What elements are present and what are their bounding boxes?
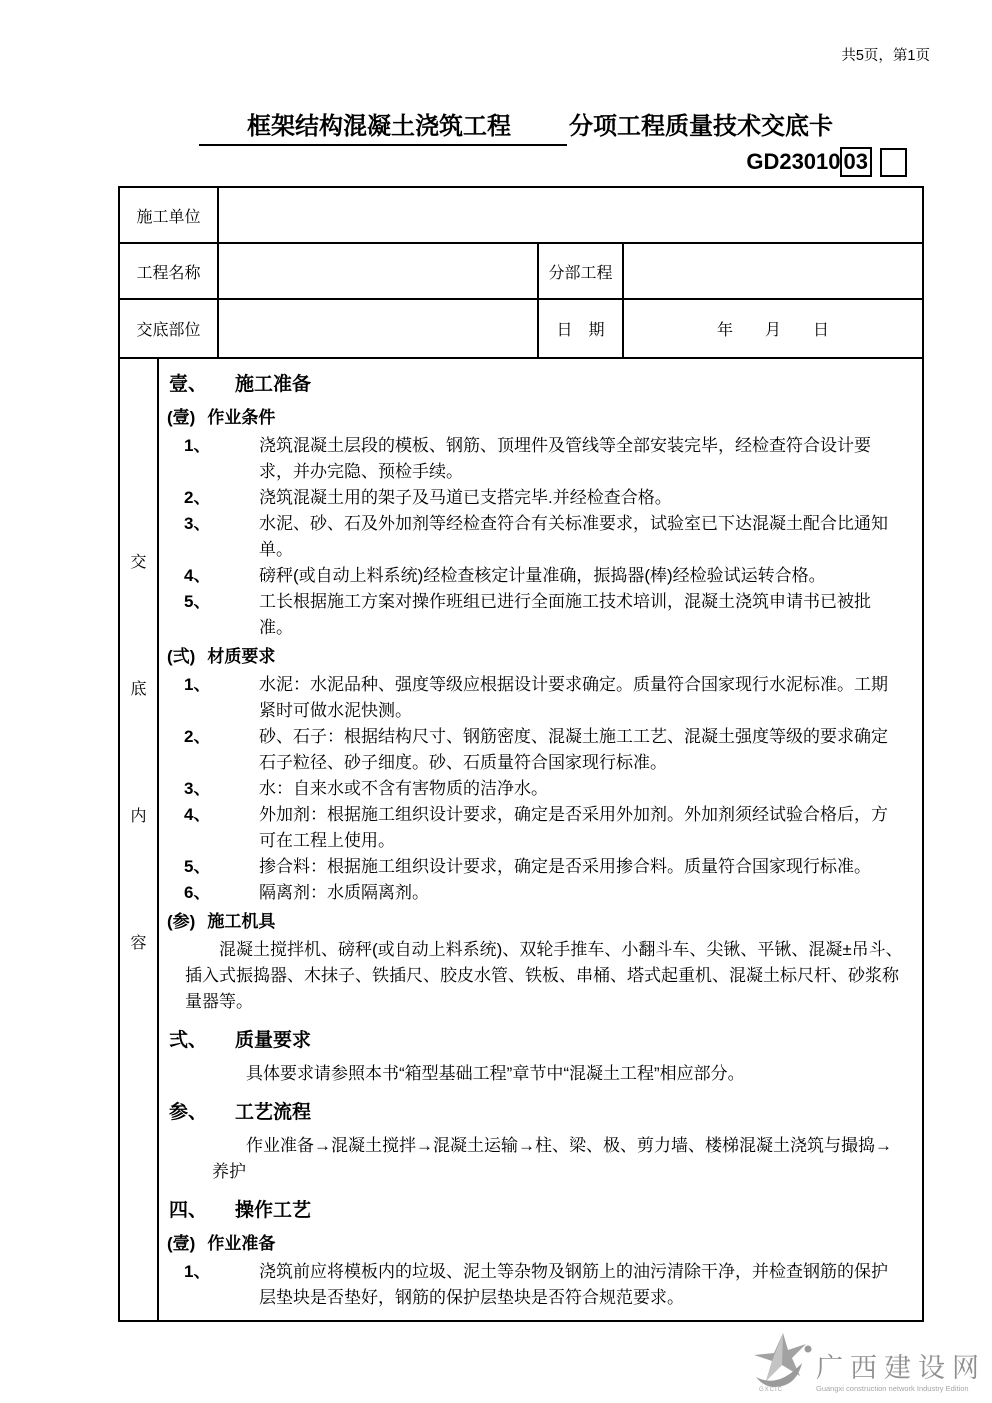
item-number: 4、	[184, 566, 211, 585]
paragraph: 具体要求请参照本书“箱型基础工程”章节中“混凝土工程”相应部分。	[246, 1064, 745, 1083]
item-text: 磅秤(或自动上料系统)经检查核定计量准确，振捣器(棒)经检验试运转合格。	[259, 566, 826, 585]
item-number: 2、	[184, 488, 211, 507]
section	[159, 371, 904, 1015]
subsection-title: 作业条件	[207, 408, 276, 427]
construction-unit-label: 施工单位	[136, 208, 201, 226]
numbered-item	[159, 854, 904, 880]
subsection-title: 材质要求	[207, 647, 276, 666]
section-title: 质量要求	[235, 1030, 312, 1051]
item-text: 水：自来水或不含有害物质的洁净水。	[259, 779, 548, 798]
section-header	[159, 371, 904, 399]
item-text: 工长根据施工方案对操作班组已进行全面施工技术培训，混凝土浇筑申请书已被批准。	[259, 592, 871, 637]
section-header	[159, 1099, 904, 1127]
section-number: 壹、	[169, 374, 208, 395]
item-number: 3、	[184, 779, 211, 798]
item-text: 隔离剂：水质隔离剂。	[259, 883, 429, 902]
project-name-value	[217, 244, 537, 298]
title-underlined-part: 框架结构混凝土浇筑工程	[199, 106, 567, 146]
subsection-number: (弍)	[167, 647, 196, 666]
watermark-name: 广西建设网	[816, 1353, 986, 1383]
item-number: 3、	[184, 514, 211, 533]
section-header	[159, 1197, 904, 1225]
watermark-tagline: Guangxi construction network Industry Edition	[816, 1384, 969, 1393]
subsection-title: 作业准备	[207, 1234, 276, 1253]
item-text: 水泥、砂、石及外加剂等经检查符合有关标准要求，试验室已下达混凝土配合比通知单。	[259, 514, 888, 559]
item-number: 2、	[184, 727, 211, 746]
item-number: 1、	[184, 675, 211, 694]
watermark-text-block	[816, 1353, 986, 1395]
section	[159, 1197, 904, 1311]
sub-project-label: 分部工程	[537, 244, 622, 298]
title-rest-part: 分项工程质量技术交底卡	[569, 113, 833, 140]
disclosure-part-label: 交底部位	[136, 322, 201, 339]
disclosure-content-row	[120, 357, 922, 1320]
numbered-item	[159, 589, 904, 641]
numbered-item	[159, 433, 904, 485]
item-number: 6、	[184, 883, 211, 902]
section-header	[159, 1027, 904, 1055]
side-label-char: 内	[130, 808, 147, 825]
numbered-item	[159, 511, 904, 563]
content-side-label	[120, 359, 159, 1320]
subsection-header	[159, 1231, 904, 1257]
numbered-item	[159, 724, 904, 776]
star-logo-icon	[750, 1331, 812, 1395]
section-number: 弍、	[169, 1030, 208, 1051]
side-label-char: 交	[130, 554, 147, 571]
section-title: 工艺流程	[235, 1102, 312, 1123]
subsection-number: (壹)	[167, 1234, 196, 1253]
section-number: 四、	[169, 1200, 208, 1221]
numbered-item	[159, 802, 904, 854]
paragraph: 混凝土搅拌机、磅秤(或自动上料系统)、双轮手推车、小翻斗车、尖锹、平锹、混凝±吊斗、插入式振捣器、木抹子、铁插尺、胶皮水管、铁板、串桶、塔式起重机、混凝土标尺杆、砂浆称量器等。	[185, 940, 903, 1011]
numbered-item	[159, 880, 904, 906]
date-label: 日 期	[537, 300, 622, 357]
document-code	[746, 147, 907, 177]
watermark	[750, 1331, 986, 1395]
code-prefix: GD23010	[746, 149, 841, 174]
section	[159, 1027, 904, 1087]
numbered-item	[159, 1259, 904, 1311]
subsection-header	[159, 909, 904, 935]
item-text: 砂、石子：根据结构尺寸、钢筋密度、混凝土施工工艺、混凝土强度等级的要求确定石子粒径、砂子细度。砂、石质量符合国家现行标准。	[259, 727, 888, 772]
document-title	[0, 106, 992, 146]
paragraph: 作业准备→混凝土搅拌→混凝土运输→柱、梁、极、剪力墙、楼梯混凝土浇筑与撮捣→养护	[212, 1136, 892, 1181]
subsection-number: (参)	[167, 912, 196, 931]
date-value: 年 月 日	[622, 300, 922, 357]
item-text: 浇筑混凝土用的架子及马道已支搭完毕.并经检查合格。	[259, 488, 672, 507]
numbered-item	[159, 563, 904, 589]
item-text: 外加剂：根据施工组织设计要求，确定是否采用外加剂。外加剂须经试验合格后，方可在工程上使用。	[259, 805, 888, 850]
section-number: 参、	[169, 1102, 208, 1123]
side-label-char: 容	[130, 935, 147, 952]
subsection-number: (壹)	[167, 408, 196, 427]
project-name-label: 工程名称	[136, 264, 201, 282]
subsection-header	[159, 405, 904, 431]
code-checkbox	[880, 148, 907, 177]
item-text: 掺合料：根据施工组织设计要求，确定是否采用掺合料。质量符合国家现行标准。	[259, 857, 871, 876]
disclosure-part-value	[217, 300, 537, 357]
item-number: 4、	[184, 805, 211, 824]
section	[159, 1099, 904, 1185]
item-number: 5、	[184, 857, 211, 876]
code-boxed-digits: 03	[840, 147, 872, 177]
section-title: 施工准备	[235, 374, 312, 395]
subsection-header	[159, 644, 904, 670]
numbered-item	[159, 485, 904, 511]
item-text: 浇筑前应将模板内的垃圾、泥土等杂物及钢筋上的油污清除干净，并检查钢筋的保护层垫块是否垫好，钢筋的保护层垫块是否符合规范要求。	[259, 1262, 888, 1307]
table-row	[120, 188, 922, 242]
item-number: 1、	[184, 436, 211, 455]
sections	[159, 359, 922, 1320]
side-label-char: 底	[130, 681, 147, 698]
item-text: 浇筑混凝土层段的模板、钢筋、顶埋件及管线等全部安装完毕，经检查符合设计要求，并办完隐、预检手续。	[259, 436, 871, 481]
item-text: 水泥：水泥品种、强度等级应根据设计要求确定。质量符合国家现行水泥标准。工期紧时可做水泥快测。	[259, 675, 888, 720]
item-number: 5、	[184, 592, 211, 611]
page-indicator: 共5页，第1页	[841, 48, 930, 64]
logo-small-text: GXCIC	[759, 1387, 784, 1393]
table-row	[120, 242, 922, 298]
sub-project-value	[622, 244, 922, 298]
numbered-item	[159, 776, 904, 802]
construction-unit-value	[217, 188, 922, 242]
item-number: 1、	[184, 1262, 211, 1281]
numbered-item	[159, 672, 904, 724]
subsection-title: 施工机具	[207, 912, 276, 931]
table-row	[120, 298, 922, 357]
section-title: 操作工艺	[235, 1200, 312, 1221]
info-table	[118, 186, 924, 1322]
